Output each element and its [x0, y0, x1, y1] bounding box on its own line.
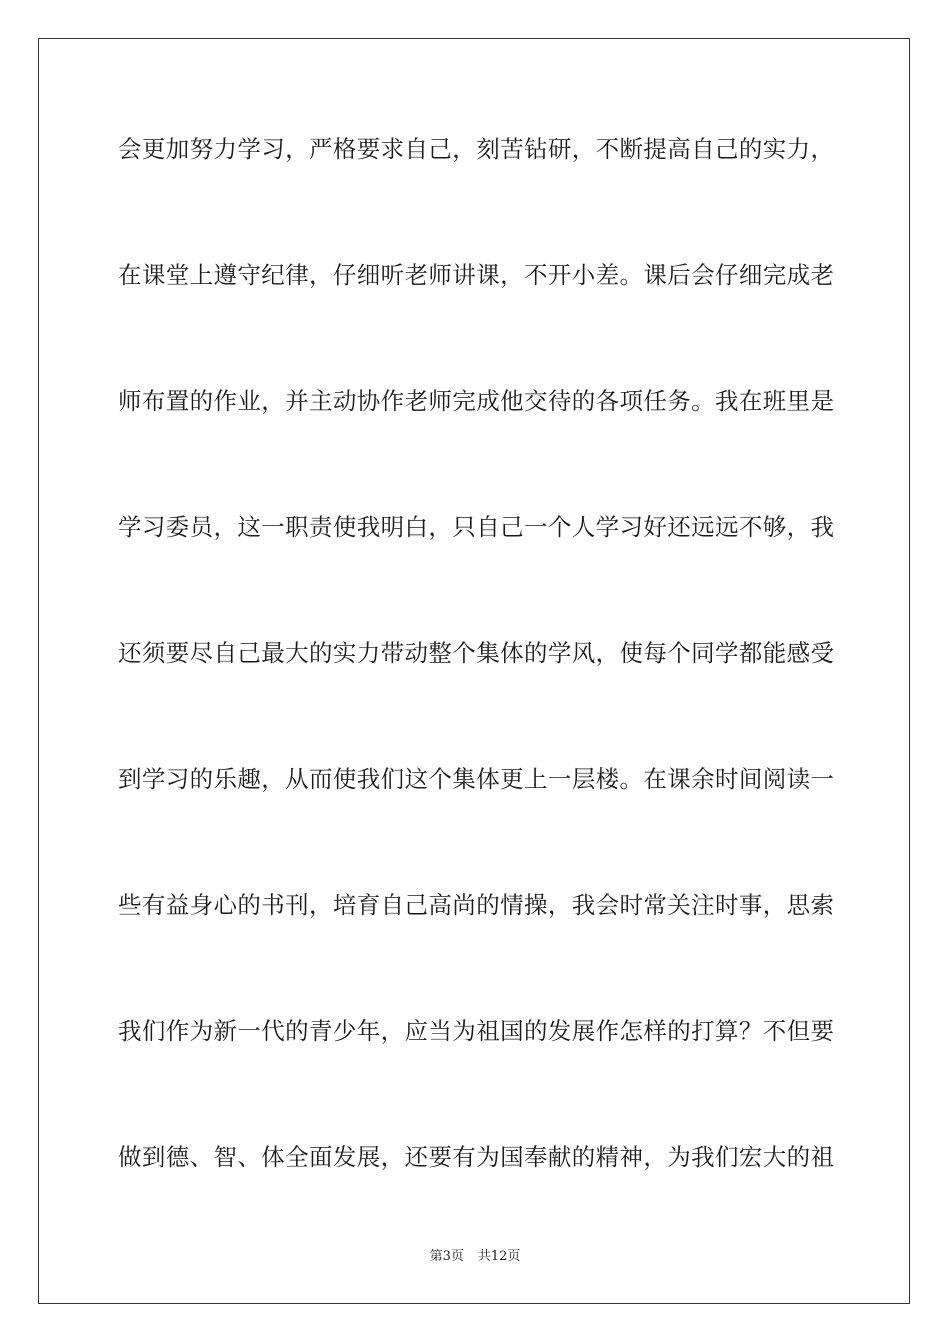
- text-line: 做到德、智、体全面发展，还要有为国奉献的精神，为我们宏大的祖: [118, 1143, 834, 1171]
- text-line: 会更加努力学习，严格要求自己，刻苦钻研，不断提高自己的实力，: [118, 135, 834, 163]
- page-total: 共12页: [477, 1249, 521, 1264]
- page-footer: [0, 1248, 950, 1266]
- text-line: 学习委员，这一职责使我明白，只自己一个人学习好还远远不够，我: [118, 513, 834, 541]
- text-line: 在课堂上遵守纪律，仔细听老师讲课，不开小差。课后会仔细完成老: [118, 261, 834, 289]
- page-number: 第3页: [429, 1249, 464, 1264]
- text-line: 我们作为新一代的青少年，应当为祖国的发展作怎样的打算？不但要: [118, 1017, 834, 1045]
- text-line: 师布置的作业，并主动协作老师完成他交待的各项任务。我在班里是: [118, 387, 834, 415]
- page-border: [38, 38, 910, 1304]
- text-line: 到学习的乐趣，从而使我们这个集体更上一层楼。在课余时间阅读一: [118, 765, 834, 793]
- text-line: 些有益身心的书刊，培育自己高尚的情操，我会时常关注时事，思索: [118, 891, 834, 919]
- text-line: 还须要尽自己最大的实力带动整个集体的学风，使每个同学都能感受: [118, 639, 834, 667]
